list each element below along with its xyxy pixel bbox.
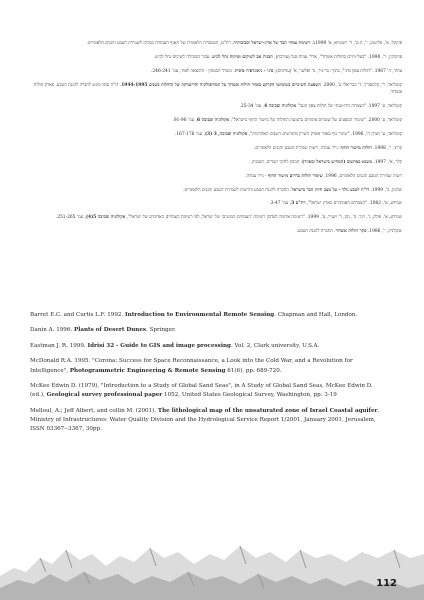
english-reference: Barret E.C. and Curtis L.F. 1992. Introduction to Environmental Remote Sensing. Chapman and Hall, London. (30, 312, 358, 318)
hebrew-reference: שקולניק, י', 1986. סקר חולות אשדוד. החברה להגנת הטבע. (296, 229, 402, 235)
english-reference: Danin A. 1996. Plants of Desert Dunes. Springer. (30, 327, 176, 334)
hebrew-reference: קוטליאר, ע' ושרון ה', 1996. "שינויי נוף באזור פארק השרון בחמישים השנים האחרונות", אקולוגיה וסביבה, 3 (3), עמ' 167-176. (174, 131, 402, 137)
mountain-footer (0, 528, 424, 600)
hebrew-reference: רשות שמירת הטבע והגנים הלאומיים, 1996. שימור חולות בדרום מישור החוף - נייר עמדה. (245, 173, 402, 179)
hebrew-reference: פרומקין, ר', 1998. "בעלי-חיים בחולות אשדוד", אדר' עמית סגל (עורכת), תכנית אב לשיקום ופיתוח נחל לכיש. עבור המנהלה לשיקום נחל לכיש. (153, 54, 402, 60)
english-references (30, 311, 384, 440)
hebrew-reference: קוטליאר, ע' 2000. "שימור המפעים של שטחים פתוחים ברצועת החולות של מישור החוף בישראל", אקולוגיה וסביבה 6, עמ' 91-96. (172, 118, 402, 124)
hebrew-reference: שמידע, א', 1982. "הצמחים האנדמיים בארץ ישראל", רת"ם 3, עמ' 3-47. (269, 201, 402, 207)
english-reference: McKee Edwin D. (1979), "Introduction to a Study of Global Sand Seas", in A Study of Global Sand Seas, McKee Edwin D. (ed.), Geological survey professional paper 1052, United States Geological Survey, Washington, pp. 3-19 (30, 383, 373, 399)
hebrew-reference: קלר, א', 1997. משגא במחשוב (המחיש בישראל ובאזור). המכון לחקר המדים, הטכניון. (250, 159, 402, 165)
hebrew-reference: שלמון, ב', 1999. דו"ח לטבע גולד - על מצב חיות הבר בישראל. החברה להגנת הטבע והרשות לשמירת הטבע והגנים הלאומיים. (183, 187, 402, 193)
mountain-silhouette-illustration (0, 528, 424, 600)
hebrew-reference: קוטליאר, ע' 1997. "הצמחה הדו-שנתי של חולות צפון הנגב" אקולוגיה וסביבה 4, עמ' 25-34. (239, 104, 402, 110)
hebrew-reference: קרוני, י', 1998. חולות מישור החוף. נייר עמדה, רשות שמירת הטבע והגנים הלאומיים. (254, 145, 402, 151)
english-reference: McDonald R.A. 1995. "Corona: Success for Space Reconnaissance, a Look into the Cold War, and a Revolution for Intelligence", Photogrammetric Engineering & Remote Sensing 61(6), pp. 689-720. (30, 358, 353, 374)
english-reference: Melloul, A.; Jeff Albert, and collin M. (2001). The lithological map of the unsaturated zone of Israel Coastal aquifer. Ministry of Infrastructures: Water Quality Division and the Hydrological Service Report 1/2001, January 2001, Jerusalem, ISSN 03367--3367, 30pp. (30, 407, 380, 432)
english-reference: Eastman J. R. 1999. Idrisi 32 - Guide to GIS and image processing. Vol. 2, Clark university, U.S.A. (30, 342, 320, 349)
hebrew-reference: פרנקל, א', פליטמן, י', ה.ס', ד' וישטייא, א' 1999ב. רשימת צמחי הבר של ארץ-ישראל וסביבותיה. רת"ם, העשבייה הלאומית של האגף הצמחיה במרכז לשמירת הטבע והגנים הלאומיים. (86, 41, 402, 46)
page-number: 112 (376, 578, 397, 589)
hebrew-reference: שמידע, א', פולק, ג', וינר, מ', נתן, ר' ושניר, צ', 1999. "רשימה אדומה לעדכון רשימת 'הצמחים המוגנים' של ישראל, לפי רשימת הצמחים האדומים של ישראל", אקולוגיה וסביבה 5(4), עמ' 251-265. (55, 215, 402, 221)
hebrew-references (22, 40, 402, 242)
hebrew-reference: צחור, ה' 1967. "חולות צפון סיני", בתוך: בר-ניר, מ' ופלשר, א' (עורכים), סיני - גיאוגרפיה פיסית. משרד הבטחון - ההוצאה לאור, עמ' 246-241. (150, 68, 402, 74)
hebrew-reference: קוטליאר, ר', קלמפורך, ד' וגבריאלי ע', 2000. השפעת השינויים בשימושי הקרקע באזור חולות אשדוד על המורפולוגיה והדינמיקה של החולות בשנים 1944-1995. דו"ח סופי מוגש לחברה להגנת הטבע, פארק חולות אשדוד. (33, 82, 402, 96)
